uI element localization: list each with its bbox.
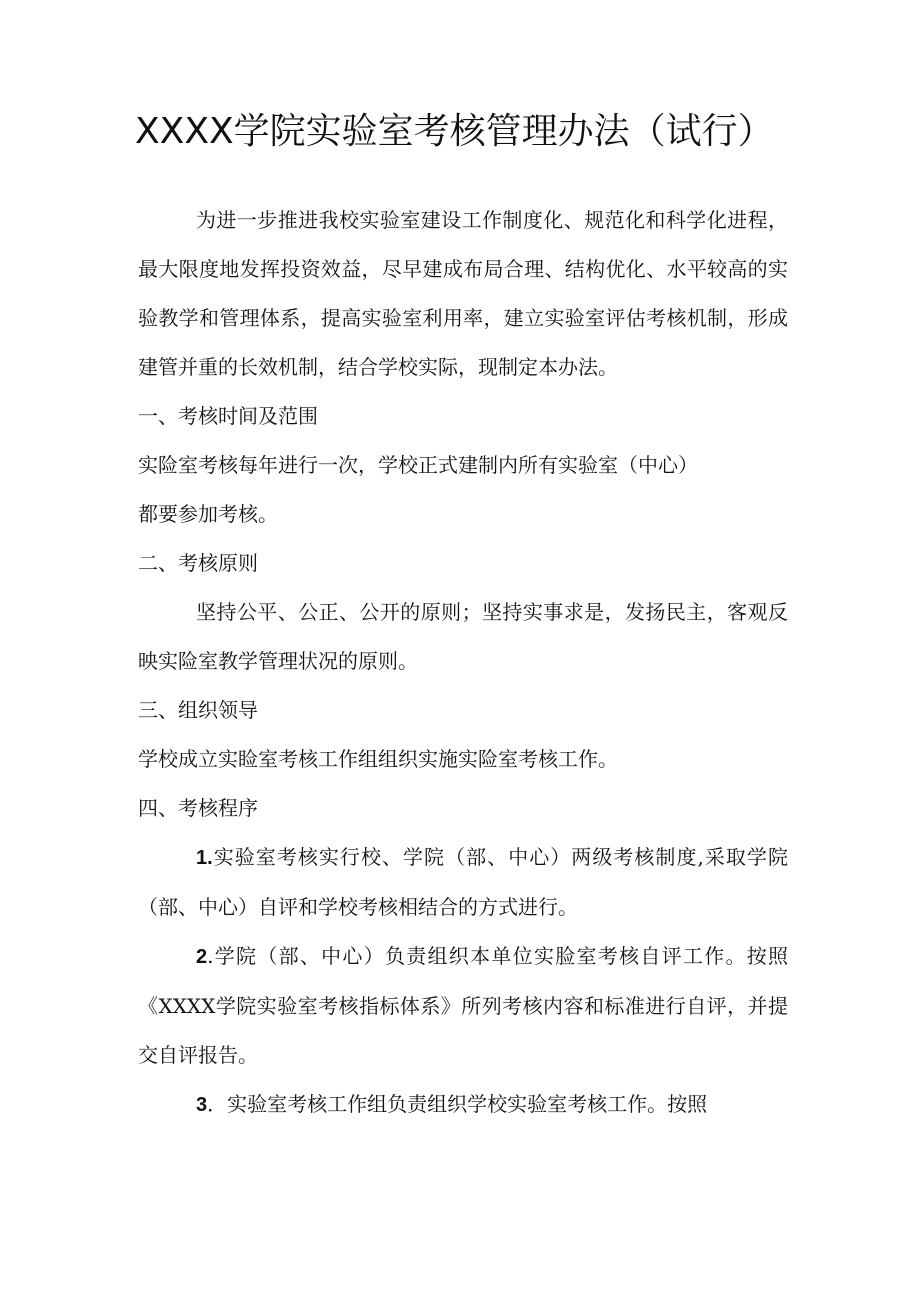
scope-paragraph-line2: 都要参加考核。	[138, 502, 278, 526]
procedure-item-2	[138, 932, 788, 1080]
scope-paragraph-line1: 实险室考核每年进行一次，学校正式建制内所有实验室（中心）	[138, 453, 698, 477]
procedure-item-2-number: 2	[196, 946, 208, 968]
section-heading-principles: 二、考核原则	[138, 551, 258, 575]
section-heading-procedure: 四、考核程序	[138, 796, 258, 820]
document-title: XXXX学院实验室考核管理办法（试行）	[135, 111, 774, 152]
procedure-item-2-text: 学院（部、中心）负责组织本单位实脸室考核自评工作。按照《XXXX学院实验室考核指标体系》所列考核内容和标准进行自评，并提交自评报告。	[138, 944, 788, 1067]
procedure-item-1	[138, 833, 788, 932]
principles-paragraph: 坚持公平、公正、公开的原则；坚持实事求是，发扬民主，客观反映实险室教学管理状况的原则。	[138, 600, 788, 673]
procedure-item-1-number: 1.	[196, 847, 213, 869]
section-heading-scope: 一、考核时间及范围	[138, 404, 318, 428]
leadership-paragraph: 学校成立实睑室考核工作组组织实施实险室考核工作。	[138, 747, 618, 771]
intro-paragraph: 为进一步推进我校实验室建设工作制度化、规范化和科学化进程，最大限度地发挥投资效益，尽早建成布局合理、结构优化、水平较高的实验教学和管理体系，提高实验室利用率，建立实验室评估考核机制，形成建管并重的长效机制，结合学校实际，现制定本办法。	[138, 208, 788, 379]
procedure-item-3-text: ．实验室考核工作组负责组织学校实验室考核工作。按照	[207, 1092, 708, 1116]
procedure-item-1-text: 实验室考核实行校、学院（部、中心）两级考核制度,采取学院（部、中心）自评和学校考核相结合的方式进行。	[138, 845, 788, 919]
procedure-item-3-number: 3	[196, 1094, 208, 1116]
section-heading-leadership: 三、组织领导	[138, 698, 258, 722]
document-body	[138, 196, 788, 1130]
procedure-item-2-dot: .	[207, 944, 214, 968]
procedure-item-3	[138, 1080, 788, 1130]
